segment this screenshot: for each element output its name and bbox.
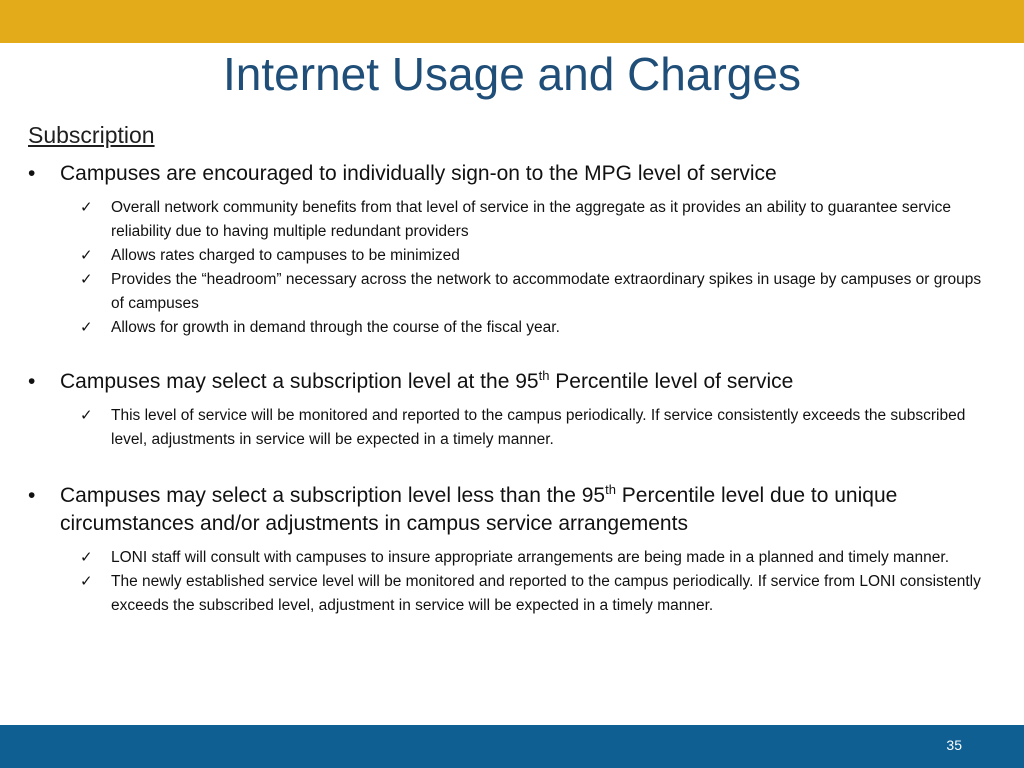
check-item bbox=[28, 404, 988, 452]
check-item-text: Overall network community benefits from that level of service in the aggregate as it provides an ability to guarantee service reliability due to having multiple redundant providers bbox=[111, 199, 951, 240]
bullet-3-text-before: Campuses may select a subscription level less than the 95 bbox=[60, 484, 606, 507]
checkmark-icon: ✓ bbox=[80, 319, 93, 336]
check-list-2 bbox=[28, 404, 988, 452]
bullet-dot-icon: • bbox=[28, 370, 36, 393]
check-item bbox=[28, 196, 988, 244]
check-item-text: The newly established service level will be monitored and reported to the campus periodically. If service from LONI consistently exceeds the subscribed level, adjustment in service will be expected in a timely manner. bbox=[111, 573, 981, 614]
check-item-text: Allows for growth in demand through the course of the fiscal year. bbox=[111, 319, 560, 336]
bullet-3 bbox=[28, 482, 988, 538]
check-list-1 bbox=[28, 196, 988, 340]
section-2 bbox=[28, 368, 988, 452]
check-item bbox=[28, 316, 988, 340]
check-item-text: Provides the “headroom” necessary across the network to accommodate extraordinary spikes in usage by campuses or groups of campuses bbox=[111, 271, 982, 312]
bullet-dot-icon: • bbox=[28, 484, 36, 507]
section-1 bbox=[28, 160, 988, 340]
checkmark-icon: ✓ bbox=[80, 247, 93, 264]
check-item-text: LONI staff will consult with campuses to insure appropriate arrangements are being made in a planned and timely manner. bbox=[111, 549, 950, 566]
check-item bbox=[28, 570, 988, 618]
check-item-text: Allows rates charged to campuses to be minimized bbox=[111, 247, 460, 264]
check-item bbox=[28, 268, 988, 316]
checkmark-icon: ✓ bbox=[80, 573, 93, 590]
bullet-2-superscript: th bbox=[538, 368, 550, 383]
bullet-2 bbox=[28, 368, 988, 396]
check-item bbox=[28, 244, 988, 268]
checkmark-icon: ✓ bbox=[80, 271, 93, 288]
bullet-2-text-before: Campuses may select a subscription level at the 95 bbox=[60, 370, 539, 393]
check-item bbox=[28, 546, 988, 570]
bullet-dot-icon: • bbox=[28, 162, 36, 185]
check-item-text: This level of service will be monitored and reported to the campus periodically. If service consistently exceeds the subscribed level, adjustments in service will be expected in a timely manner. bbox=[111, 407, 966, 448]
top-accent-bar bbox=[0, 0, 1024, 43]
bullet-3-superscript: th bbox=[605, 482, 616, 497]
checkmark-icon: ✓ bbox=[80, 199, 93, 216]
bottom-footer-bar bbox=[0, 725, 1024, 768]
bullet-1-text: Campuses are encouraged to individually sign-on to the MPG level of service bbox=[60, 162, 777, 185]
check-list-3 bbox=[28, 546, 988, 618]
subheading: Subscription bbox=[28, 122, 155, 148]
bullet-3-text-after: Percentile level due to unique circumstances and/or adjustments in campus service arrangements bbox=[60, 484, 898, 535]
section-3 bbox=[28, 482, 988, 618]
checkmark-icon: ✓ bbox=[80, 549, 93, 566]
bullet-2-text-after: Percentile level of service bbox=[549, 370, 794, 393]
slide-title: Internet Usage and Charges bbox=[223, 48, 801, 100]
bullet-1 bbox=[28, 160, 988, 188]
checkmark-icon: ✓ bbox=[80, 407, 93, 424]
slide-content bbox=[28, 120, 988, 632]
slide-number: 35 bbox=[946, 737, 962, 753]
